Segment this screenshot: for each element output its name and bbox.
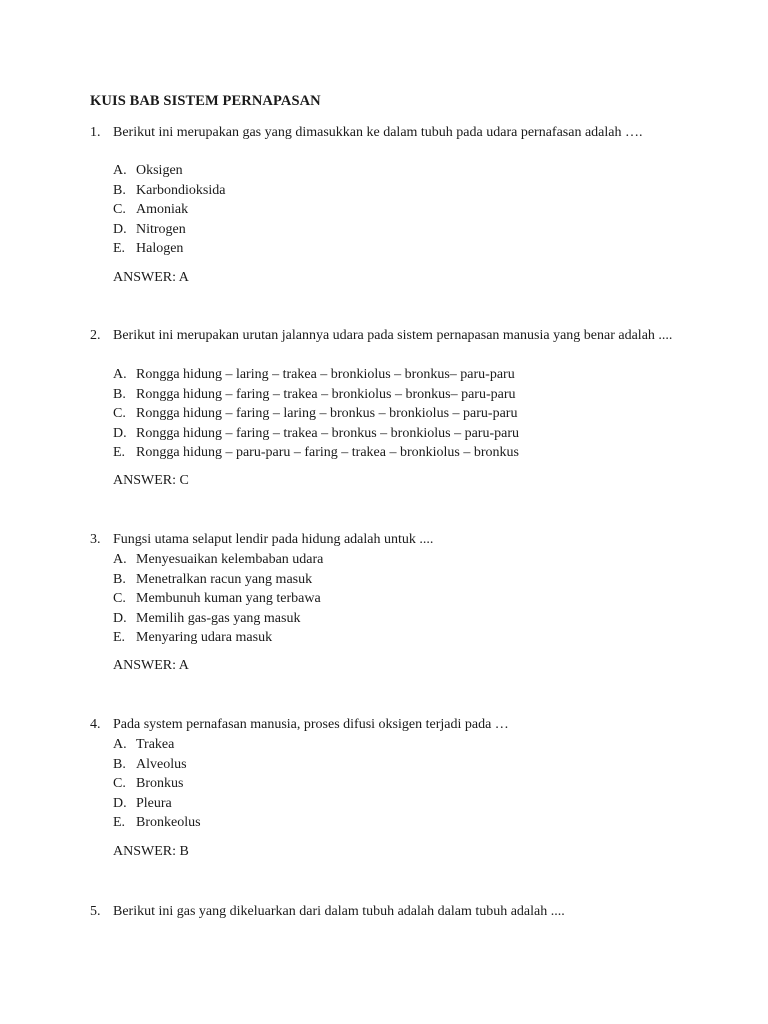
- answer-label: ANSWER: A: [113, 270, 189, 285]
- option-e: E. Rongga hidung – paru-paru – faring – trakea – bronkiolus – bronkus: [113, 445, 519, 460]
- option-c: C. Amoniak: [113, 202, 189, 217]
- option-d: D. Nitrogen: [113, 221, 186, 237]
- option-list: [113, 550, 323, 648]
- option-d: D. Pleura: [113, 795, 172, 811]
- option-list: [113, 735, 201, 833]
- option-d: D. Memilih gas-gas yang masuk: [113, 610, 301, 626]
- question-number: 1.: [90, 125, 101, 140]
- option-a: A. Rongga hidung – laring – trakea – bronkiolus – bronkus– paru-paru: [113, 367, 515, 382]
- option-b: B. Menetralkan racun yang masuk: [113, 571, 313, 587]
- option-e: E. Bronkeolus: [113, 815, 201, 830]
- question-text: Fungsi utama selaput lendir pada hidung adalah untuk ....: [113, 532, 434, 547]
- option-e: E. Halogen: [113, 241, 184, 256]
- question-text: Berikut ini merupakan urutan jalannya udara pada sistem pernapasan manusia yang benar adalah ....: [113, 328, 673, 343]
- question-number: 4.: [90, 717, 101, 732]
- option-c: C. Membunuh kuman yang terbawa: [113, 591, 321, 606]
- question-number: 3.: [90, 532, 101, 547]
- option-list: [113, 161, 225, 259]
- option-c: C. Rongga hidung – faring – laring – bronkus – bronkiolus – paru-paru: [113, 406, 518, 421]
- option-b: B. Rongga hidung – faring – trakea – bronkiolus – bronkus– paru-paru: [113, 386, 516, 402]
- quiz-title: KUIS BAB SISTEM PERNAPASAN: [90, 93, 321, 109]
- answer-label: ANSWER: A: [113, 658, 189, 673]
- question-number: 2.: [90, 328, 101, 343]
- answer-label: ANSWER: B: [113, 844, 189, 859]
- question-text: Berikut ini gas yang dikeluarkan dari dalam tubuh adalah dalam tubuh adalah ....: [113, 904, 565, 919]
- option-e: E. Menyaring udara masuk: [113, 630, 273, 645]
- option-b: B. Karbondioksida: [113, 182, 226, 198]
- option-a: A. Trakea: [113, 737, 175, 752]
- option-c: C. Bronkus: [113, 776, 184, 791]
- answer-label: ANSWER: C: [113, 473, 189, 488]
- option-d: D. Rongga hidung – faring – trakea – bronkus – bronkiolus – paru-paru: [113, 425, 519, 441]
- question-text: Pada system pernafasan manusia, proses difusi oksigen terjadi pada …: [113, 717, 509, 732]
- option-list: [113, 365, 519, 463]
- question-text: Berikut ini merupakan gas yang dimasukkan ke dalam tubuh pada udara pernafasan adalah ….: [113, 125, 643, 140]
- option-b: B. Alveolus: [113, 756, 187, 772]
- option-a: A. Oksigen: [113, 163, 183, 178]
- option-a: A. Menyesuaikan kelembaban udara: [113, 552, 324, 567]
- question-number: 5.: [90, 904, 101, 919]
